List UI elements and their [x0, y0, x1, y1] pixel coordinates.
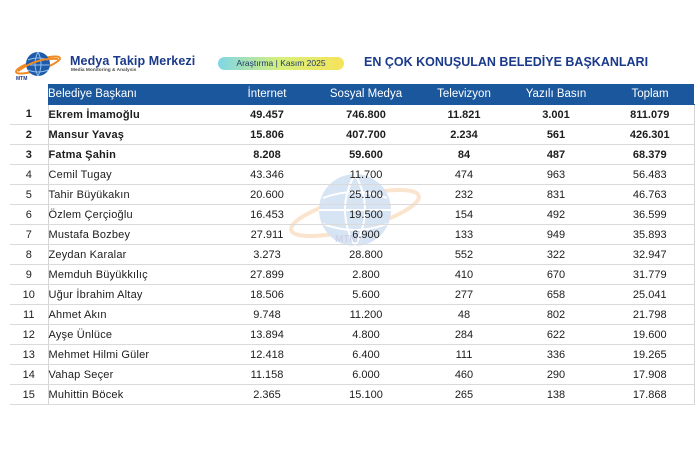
- social-media-cell: 407.700: [310, 125, 422, 145]
- internet-cell: 27.899: [224, 265, 310, 285]
- rank-cell: 12: [10, 325, 48, 345]
- internet-cell: 9.748: [224, 305, 310, 325]
- internet-cell: 15.806: [224, 125, 310, 145]
- internet-cell: 2.365: [224, 385, 310, 405]
- print-press-cell: 322: [506, 245, 606, 265]
- print-press-cell: 492: [506, 205, 606, 225]
- table-header-row: [10, 84, 694, 105]
- television-cell: 460: [422, 365, 506, 385]
- mayor-name-cell: Özlem Çerçioğlu: [48, 205, 224, 225]
- rank-cell: 11: [10, 305, 48, 325]
- rank-cell: 13: [10, 345, 48, 365]
- television-cell: 552: [422, 245, 506, 265]
- total-cell: 31.779: [606, 265, 694, 285]
- mayor-name-cell: Ahmet Akın: [48, 305, 224, 325]
- print-press-cell: 561: [506, 125, 606, 145]
- rank-cell: 15: [10, 385, 48, 405]
- television-cell: 265: [422, 385, 506, 405]
- total-cell: 426.301: [606, 125, 694, 145]
- total-cell: 68.379: [606, 145, 694, 165]
- social-media-cell: 4.800: [310, 325, 422, 345]
- print-press-cell: 138: [506, 385, 606, 405]
- globe-logo-icon: [14, 49, 62, 81]
- rank-cell: 4: [10, 165, 48, 185]
- social-media-cell: 6.400: [310, 345, 422, 365]
- column-header-internet: İnternet: [224, 84, 310, 105]
- print-press-cell: 949: [506, 225, 606, 245]
- total-cell: 32.947: [606, 245, 694, 265]
- total-cell: 46.763: [606, 185, 694, 205]
- mayor-name-cell: Ayşe Ünlüce: [48, 325, 224, 345]
- internet-cell: 49.457: [224, 105, 310, 125]
- table-row: [10, 285, 694, 305]
- print-press-cell: 670: [506, 265, 606, 285]
- table-row: [10, 205, 694, 225]
- column-header-print-press: Yazılı Basın: [506, 84, 606, 105]
- social-media-cell: 2.800: [310, 265, 422, 285]
- internet-cell: 20.600: [224, 185, 310, 205]
- social-media-cell: 6.900: [310, 225, 422, 245]
- rank-cell: 6: [10, 205, 48, 225]
- mayor-name-cell: Zeydan Karalar: [48, 245, 224, 265]
- table-row: [10, 185, 694, 205]
- rank-cell: 1: [10, 105, 48, 125]
- rank-cell: 10: [10, 285, 48, 305]
- table-row: [10, 365, 694, 385]
- television-cell: 232: [422, 185, 506, 205]
- mayor-name-cell: Memduh Büyükkılıç: [48, 265, 224, 285]
- social-media-cell: 746.800: [310, 105, 422, 125]
- total-cell: 19.600: [606, 325, 694, 345]
- brand-title: Medya Takip Merkezi: [70, 54, 196, 68]
- total-cell: 21.798: [606, 305, 694, 325]
- print-press-cell: 658: [506, 285, 606, 305]
- table-row: [10, 225, 694, 245]
- column-header-television: Televizyon: [422, 84, 506, 105]
- internet-cell: 18.506: [224, 285, 310, 305]
- print-press-cell: 963: [506, 165, 606, 185]
- rank-cell: 14: [10, 365, 48, 385]
- table-row: [10, 165, 694, 185]
- television-cell: 284: [422, 325, 506, 345]
- table-row: [10, 345, 694, 365]
- total-cell: 811.079: [606, 105, 694, 125]
- internet-cell: 8.208: [224, 145, 310, 165]
- total-cell: 19.265: [606, 345, 694, 365]
- television-cell: 84: [422, 145, 506, 165]
- print-press-cell: 3.001: [506, 105, 606, 125]
- column-header-mayor: Belediye Başkanı: [48, 84, 224, 105]
- rank-cell: 8: [10, 245, 48, 265]
- television-cell: 11.821: [422, 105, 506, 125]
- column-header-no: [10, 84, 48, 105]
- television-cell: 277: [422, 285, 506, 305]
- social-media-cell: 25.100: [310, 185, 422, 205]
- total-cell: 25.041: [606, 285, 694, 305]
- mayor-name-cell: Muhittin Böcek: [48, 385, 224, 405]
- page-title: EN ÇOK KONUŞULAN BELEDİYE BAŞKANLARI: [364, 55, 649, 69]
- table-row: [10, 125, 694, 145]
- internet-cell: 12.418: [224, 345, 310, 365]
- internet-cell: 3.273: [224, 245, 310, 265]
- mayor-name-cell: Mehmet Hilmi Güler: [48, 345, 224, 365]
- mayor-name-cell: Vahap Seçer: [48, 365, 224, 385]
- social-media-cell: 11.200: [310, 305, 422, 325]
- table-row: [10, 145, 694, 165]
- social-media-cell: 6.000: [310, 365, 422, 385]
- rank-cell: 3: [10, 145, 48, 165]
- social-media-cell: 19.500: [310, 205, 422, 225]
- watermark-text: MTM: [335, 234, 358, 245]
- social-media-cell: 15.100: [310, 385, 422, 405]
- print-press-cell: 831: [506, 185, 606, 205]
- print-press-cell: 802: [506, 305, 606, 325]
- column-header-total: Toplam: [606, 84, 694, 105]
- mayor-name-cell: Uğur İbrahim Altay: [48, 285, 224, 305]
- television-cell: 474: [422, 165, 506, 185]
- total-cell: 17.908: [606, 365, 694, 385]
- internet-cell: 43.346: [224, 165, 310, 185]
- rank-cell: 5: [10, 185, 48, 205]
- internet-cell: 11.158: [224, 365, 310, 385]
- social-media-cell: 28.800: [310, 245, 422, 265]
- logo-text: MTM: [16, 76, 28, 81]
- mayor-name-cell: Fatma Şahin: [48, 145, 224, 165]
- television-cell: 2.234: [422, 125, 506, 145]
- total-cell: 17.868: [606, 385, 694, 405]
- mayor-name-cell: Mustafa Bozbey: [48, 225, 224, 245]
- total-cell: 35.893: [606, 225, 694, 245]
- internet-cell: 13.894: [224, 325, 310, 345]
- television-cell: 154: [422, 205, 506, 225]
- internet-cell: 16.453: [224, 205, 310, 225]
- report-header: [10, 48, 695, 82]
- print-press-cell: 290: [506, 365, 606, 385]
- television-cell: 133: [422, 225, 506, 245]
- television-cell: 48: [422, 305, 506, 325]
- television-cell: 111: [422, 345, 506, 365]
- total-cell: 36.599: [606, 205, 694, 225]
- mayors-ranking-table: [10, 84, 695, 405]
- mayor-name-cell: Tahir Büyükakın: [48, 185, 224, 205]
- mayor-name-cell: Cemil Tugay: [48, 165, 224, 185]
- rank-cell: 9: [10, 265, 48, 285]
- table-row: [10, 265, 694, 285]
- mayor-name-cell: Ekrem İmamoğlu: [48, 105, 224, 125]
- table-row: [10, 245, 694, 265]
- mayor-name-cell: Mansur Yavaş: [48, 125, 224, 145]
- table-row: [10, 325, 694, 345]
- social-media-cell: 11.700: [310, 165, 422, 185]
- print-press-cell: 622: [506, 325, 606, 345]
- rank-cell: 7: [10, 225, 48, 245]
- print-press-cell: 487: [506, 145, 606, 165]
- social-media-cell: 59.600: [310, 145, 422, 165]
- date-badge: Araştırma | Kasım 2025: [218, 57, 344, 70]
- total-cell: 56.483: [606, 165, 694, 185]
- table-row: [10, 385, 694, 405]
- table-row: [10, 105, 694, 125]
- table-row: [10, 305, 694, 325]
- column-header-social-media: Sosyal Medya: [310, 84, 422, 105]
- brand-subtitle: Media Monitoring & Analysis: [71, 68, 137, 73]
- internet-cell: 27.911: [224, 225, 310, 245]
- social-media-cell: 5.600: [310, 285, 422, 305]
- television-cell: 410: [422, 265, 506, 285]
- print-press-cell: 336: [506, 345, 606, 365]
- rank-cell: 2: [10, 125, 48, 145]
- table-body: [10, 105, 694, 405]
